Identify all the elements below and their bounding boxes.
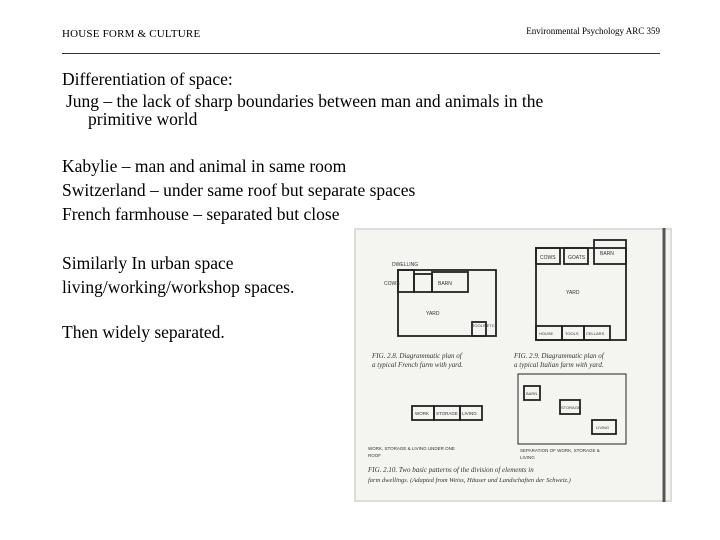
fig-2-9-caption-1: FIG. 2.9. Diagrammatic plan of: [514, 352, 604, 360]
swiss-barn-label: BARN: [526, 391, 538, 396]
swiss-left-label-2: ROOF: [368, 453, 381, 458]
italian-tools-label: TOOLS: [565, 331, 579, 336]
french-line: French farmhouse – separated but close: [62, 204, 340, 224]
french-yard-label: YARD: [426, 311, 440, 317]
french-dwelling-label: DWELLING: [392, 262, 419, 268]
switzerland-line: Switzerland – under same roof but separate spaces: [62, 180, 416, 200]
heading-differentiation: Differentiation of space:: [62, 69, 233, 89]
french-tools-label: TOOLS ETC.: [472, 323, 496, 328]
swiss-living-label: LIVING: [462, 411, 477, 416]
then-line: Then widely separated.: [62, 322, 225, 342]
urban-line-1: Similarly In urban space: [62, 253, 234, 273]
swiss-storage-label: STORAGE: [436, 411, 458, 416]
swiss-right-label-2: LIVING: [520, 455, 535, 460]
fig-2-8-caption-2: a typical French farm with yard.: [372, 361, 463, 369]
jung-line-2: primitive world: [88, 109, 198, 129]
swiss-storage2-label: STORAGE: [561, 405, 581, 410]
header-right-title: Environmental Psychology ARC 359: [526, 26, 660, 36]
fig-2-8-caption-1: FIG. 2.8. Diagrammatic plan of: [372, 352, 462, 360]
header-left-title: HOUSE FORM & CULTURE: [62, 28, 201, 40]
urban-line-2: living/working/workshop spaces.: [62, 277, 295, 297]
italian-cows-label: COWS: [540, 255, 556, 261]
swiss-right-label-1: SEPARATION OF WORK, STORAGE &: [520, 448, 600, 453]
farm-plan-figure: [354, 228, 672, 502]
french-barn-label: BARN: [438, 281, 452, 287]
italian-goats-label: GOATS: [568, 255, 586, 261]
swiss-work-label: WORK: [415, 411, 429, 416]
farm-plans-svg: [354, 228, 672, 502]
jung-line-1: Jung – the lack of sharp boundaries between man and animals in the: [66, 91, 544, 111]
fig-2-10-caption-2: farm dwellings. (Adapted from Weiss, Häuser und Landschaften der Schweiz.): [368, 477, 571, 484]
italian-yard-label: YARD: [566, 290, 580, 296]
swiss-left-label-1: WORK, STORAGE & LIVING UNDER ONE: [368, 446, 455, 451]
italian-barn-label: BARN: [600, 251, 614, 257]
fig-2-10-caption-1: FIG. 2.10. Two basic patterns of the division of elements in: [368, 466, 534, 474]
header-divider: [62, 53, 660, 54]
swiss-living2-label: LIVING: [596, 425, 610, 430]
fig-2-9-caption-2: a typical Italian farm with yard.: [514, 361, 604, 369]
kabylie-line: Kabylie – man and animal in same room: [62, 156, 347, 176]
french-cows-label: COWS: [384, 281, 400, 287]
italian-cellars-label: CELLARS: [586, 331, 605, 336]
italian-house-label: HOUSE: [539, 331, 554, 336]
